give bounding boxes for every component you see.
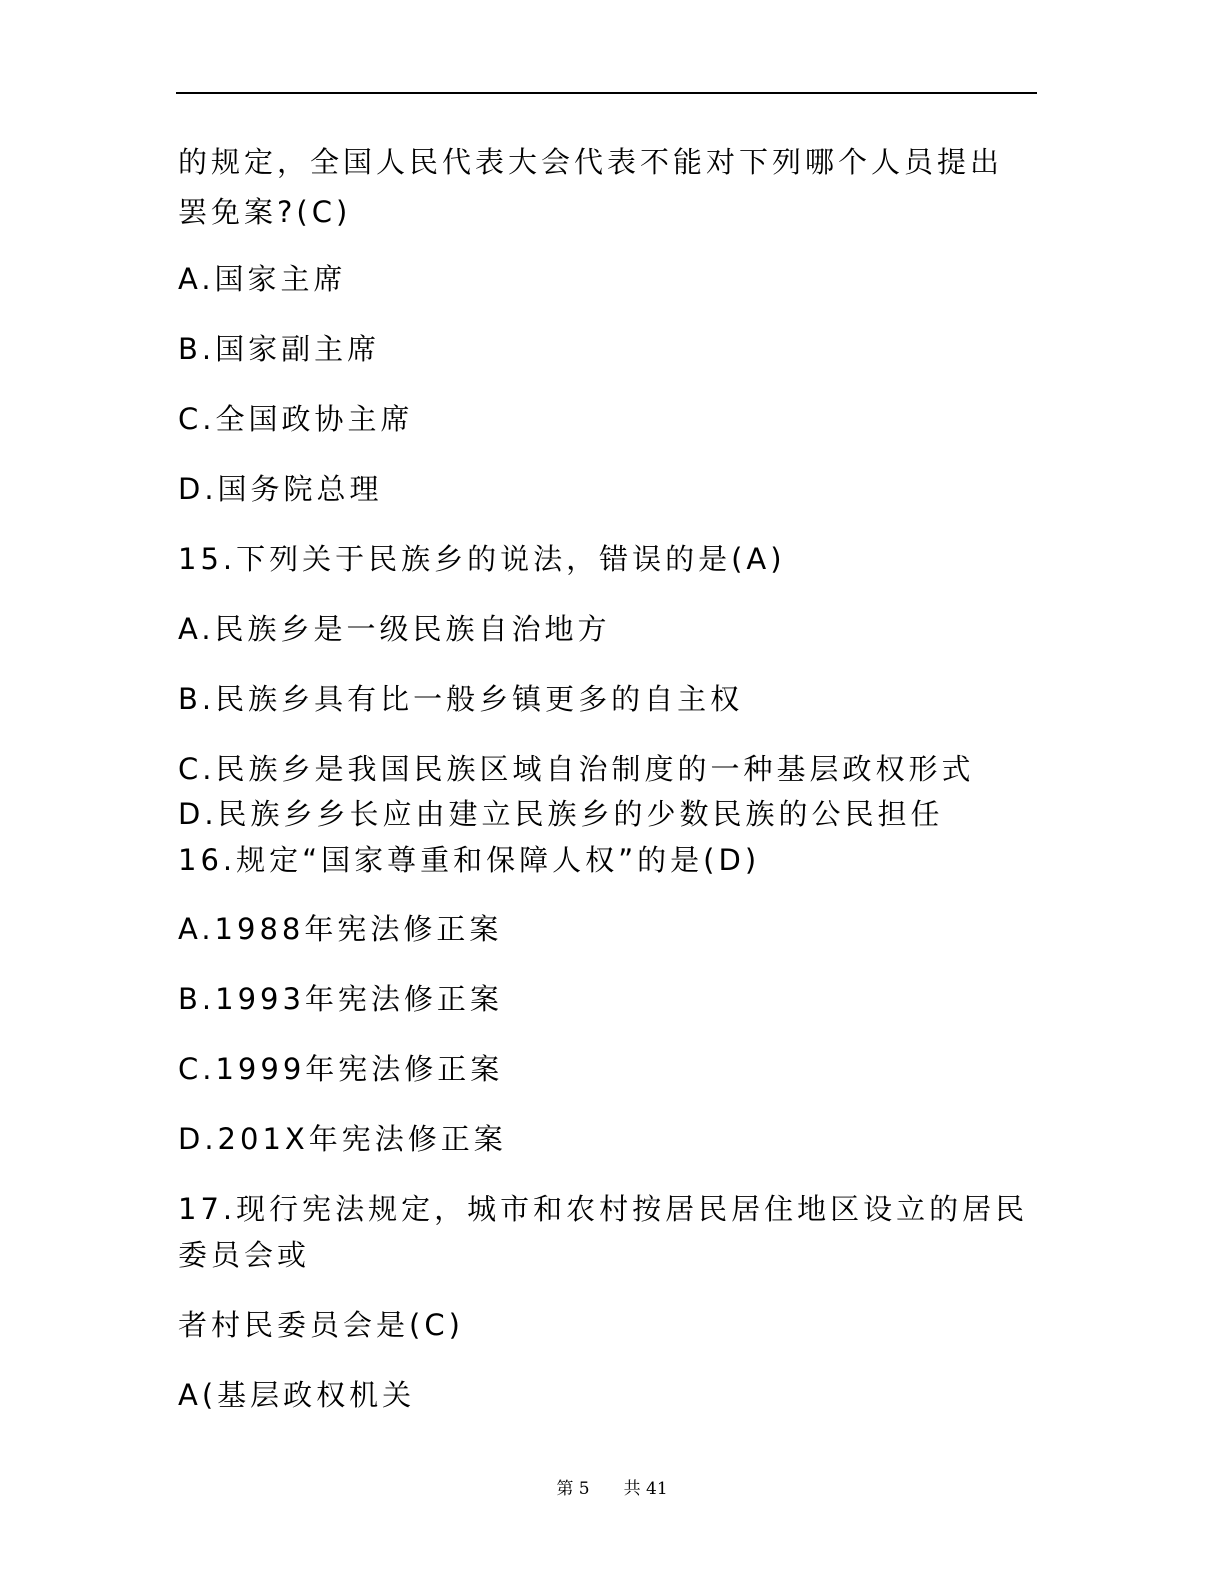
option-b: B.国家副主席	[178, 332, 381, 366]
question-text-line: 的规定，全国人民代表大会代表不能对下列哪个人员提出	[178, 145, 1004, 179]
page-total: 共 41	[623, 1479, 668, 1499]
question-17-continued: 委员会或	[178, 1238, 311, 1272]
option-b: B.1993年宪法修正案	[178, 982, 503, 1016]
option-b: B.民族乡具有比一般乡镇更多的自主权	[178, 682, 744, 716]
page-number: 第 5	[556, 1479, 590, 1499]
option-c: C.1999年宪法修正案	[178, 1052, 504, 1086]
option-a: A(基层政权机关	[178, 1378, 416, 1412]
header-rule	[176, 92, 1037, 94]
option-c: C.全国政协主席	[178, 402, 414, 436]
question-text-line: 罢免案?(C)	[178, 195, 352, 229]
option-d: D.国务院总理	[178, 472, 383, 506]
option-a: A.国家主席	[178, 262, 347, 296]
option-a: A.民族乡是一级民族自治地方	[178, 612, 611, 646]
question-15: 15.下列关于民族乡的说法，错误的是(A)	[178, 542, 786, 576]
question-16: 16.规定“国家尊重和保障人权”的是(D)	[178, 843, 761, 877]
option-d: D.201X年宪法修正案	[178, 1122, 507, 1156]
question-17: 17.现行宪法规定，城市和农村按居民居住地区设立的居民	[178, 1192, 1029, 1226]
option-c: C.民族乡是我国民族区域自治制度的一种基层政权形式	[178, 752, 975, 786]
page-footer	[0, 1478, 1224, 1500]
option-a: A.1988年宪法修正案	[178, 912, 503, 946]
option-d: D.民族乡乡长应由建立民族乡的少数民族的公民担任	[178, 797, 944, 831]
question-17-continued: 者村民委员会是(C)	[178, 1308, 464, 1342]
